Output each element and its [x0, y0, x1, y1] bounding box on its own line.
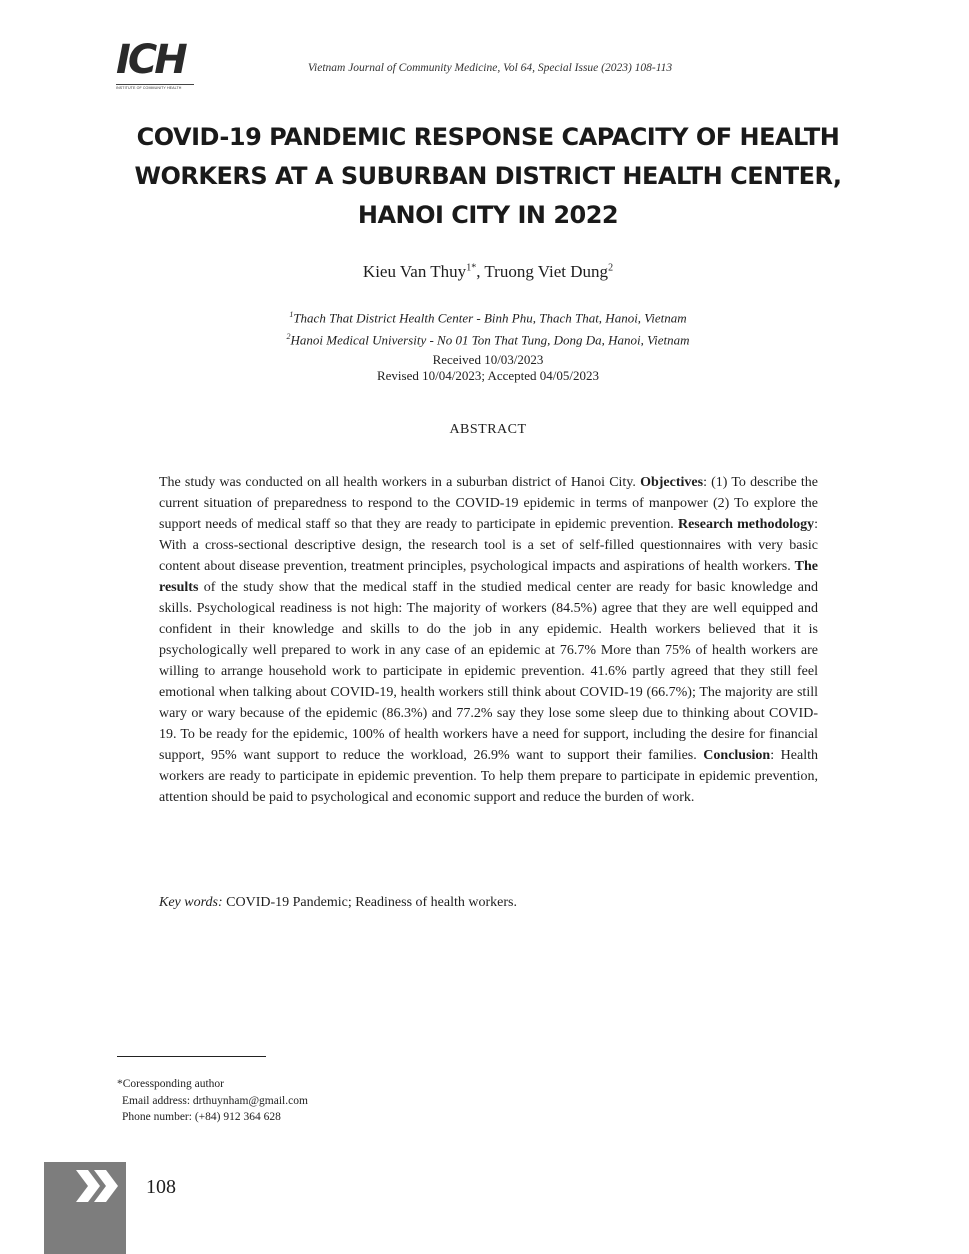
journal-citation: Vietnam Journal of Community Medicine, Vol 64, Special Issue (2023) 108-113 — [307, 62, 673, 74]
affiliation-line — [120, 305, 856, 327]
affiliation-text: Thach That District Health Center - Binh Phu, Thach That, Hanoi, Vietnam — [293, 310, 687, 326]
abstract-text: of the study show that the medical staff in the studied medical center are ready for basic knowledge and skills. Psychological readiness is not high: The majority of workers (84.5%) agree that they are well equipped and confident in their knowledge and skills to do the job in any epidemic. Health workers believed that it is psychologically well prepared to work in any case of an epidemic at 76.7% More than 75% of health workers are willing to arrange household work to participate in epidemic prevention. 41.6% partly agreed that they still feel emotional when talking about COVID-19, health workers still think about COVID-19 (66.7%); The majority are still wary or wary because of the epidemic (86.3%) and 77.2% say they lose some sleep due to thinking about COVID-19. To be ready for the epidemic, 100% of health workers have a need for support, including the desire for financial support, 95% want support to reduce the workload, 26.9% want to support their families. — [159, 580, 818, 763]
author-name: Kieu Van Thuy — [362, 262, 467, 281]
keywords-text: COVID-19 Pandemic; Readiness of health workers. — [222, 895, 517, 910]
abstract-heading: ABSTRACT — [449, 422, 527, 437]
abstract-text: : (1) To describe the current situation of preparedness to respond to the COVID-19 epidemic in terms of manpower (2) To explore the support needs of medical staff so that they are ready to participate in epidemic prevention. — [159, 475, 819, 532]
received-date: Received 10/03/2023 — [432, 352, 544, 367]
author-list — [120, 262, 856, 282]
page-number: 108 — [146, 1176, 176, 1198]
abstract-text: : Health workers are ready to participate in epidemic prevention. To help them prepare to participate in epidemic prevention, attention should be paid to psychological and economic support and reduce the burden of work. — [159, 748, 818, 805]
article-dates — [120, 352, 856, 384]
title-line: COVID-19 PANDEMIC RESPONSE CAPACITY OF HEALTH — [136, 123, 840, 151]
revised-accepted-date: Revised 10/04/2023; Accepted 04/05/2023 — [376, 368, 600, 383]
abstract-text: The study was conducted on all health workers in a suburban district of Hanoi City. — [159, 475, 641, 490]
journal-logo — [116, 37, 204, 92]
affiliation-text: Hanoi Medical University - No 01 Ton That Tung, Dong Da, Hanoi, Vietnam — [290, 332, 690, 348]
keywords-label: Key words: — [159, 895, 223, 910]
page-tab — [44, 1162, 126, 1254]
abstract-label-conclusion: Conclusion — [703, 748, 771, 763]
abstract-label-results: The results — [159, 559, 818, 595]
footnote-divider — [117, 1056, 266, 1057]
abstract-body — [159, 472, 818, 808]
logo-subtext: INSTITUTE OF COMMUNITY HEALTH — [116, 84, 194, 91]
affiliations — [120, 305, 856, 350]
corresponding-phone: Phone number: (+84) 912 364 628 — [122, 1111, 281, 1123]
author-separator: , — [476, 262, 485, 281]
abstract-label-objectives: Objectives — [640, 475, 704, 490]
logo-letters: ICH — [116, 37, 185, 83]
footnote — [117, 1076, 517, 1126]
title-line: HANOI CITY IN 2022 — [357, 201, 619, 229]
abstract-label-methodology: Research methodology — [677, 517, 815, 532]
affiliation-line — [120, 327, 856, 349]
affiliation-number: 2 — [286, 332, 291, 342]
double-chevron-icon — [74, 1166, 122, 1206]
abstract-text: : With a cross-sectional descriptive design, the research tool is a set of self-filled questionnaires with very basic content about disease prevention, treatment principles, psychological impacts and aspirations of health workers. — [159, 517, 819, 574]
affiliation-number: 1 — [289, 310, 294, 319]
author-name: Truong Viet Dung — [484, 262, 609, 281]
author-affiliation-mark: 2 — [608, 262, 614, 274]
corresponding-author-label: *Coressponding author — [117, 1078, 225, 1090]
corresponding-email: Email address: drthuynham@gmail.com — [122, 1094, 308, 1107]
article-title — [120, 118, 856, 235]
keywords — [159, 892, 818, 913]
author-affiliation-mark: 1* — [466, 262, 477, 274]
title-line: WORKERS AT A SUBURBAN DISTRICT HEALTH CENTER, — [134, 162, 842, 190]
